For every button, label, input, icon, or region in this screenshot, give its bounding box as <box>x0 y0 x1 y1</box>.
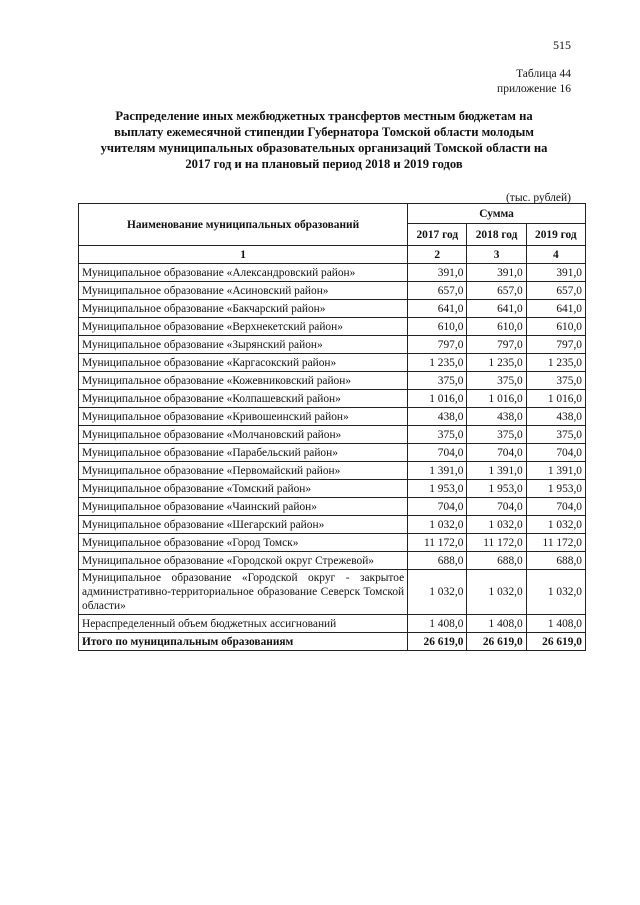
value-2017: 1 408,0 <box>408 615 467 633</box>
value-2018: 438,0 <box>467 408 526 426</box>
total-2018: 26 619,0 <box>467 633 526 651</box>
municipality-name: Муниципальное образование «Кожевниковский район» <box>79 372 408 390</box>
table-row <box>79 390 586 408</box>
value-2017: 375,0 <box>408 372 467 390</box>
municipality-name: Муниципальное образование «Парабельский район» <box>79 444 408 462</box>
value-2019: 1 391,0 <box>526 462 585 480</box>
table-row <box>79 444 586 462</box>
table-row <box>79 462 586 480</box>
value-2018: 1 032,0 <box>467 570 526 615</box>
header-year-2017: 2017 год <box>408 224 467 246</box>
total-row <box>79 633 586 651</box>
table-row <box>79 552 586 570</box>
municipality-name: Муниципальное образование «Шегарский район» <box>79 516 408 534</box>
value-2018: 1 391,0 <box>467 462 526 480</box>
value-2019: 704,0 <box>526 498 585 516</box>
value-2019: 657,0 <box>526 282 585 300</box>
table-label-block <box>497 67 571 97</box>
title-line: 2017 год и на плановый период 2018 и 2019 годов <box>185 157 463 171</box>
municipality-name: Нераспределенный объем бюджетных ассигнований <box>79 615 408 633</box>
table-body <box>79 264 586 633</box>
appendix-label: приложение 16 <box>497 83 571 95</box>
municipality-name: Муниципальное образование «Городской округ - закрытое административно-территориальное образование Северск Томской области» <box>79 570 408 615</box>
value-2017: 688,0 <box>408 552 467 570</box>
value-2017: 1 016,0 <box>408 390 467 408</box>
total-2017: 26 619,0 <box>408 633 467 651</box>
title-line: Распределение иных межбюджетных трансфертов местным бюджетам на <box>115 109 533 123</box>
value-2019: 375,0 <box>526 426 585 444</box>
value-2018: 610,0 <box>467 318 526 336</box>
value-2018: 657,0 <box>467 282 526 300</box>
value-2019: 1 235,0 <box>526 354 585 372</box>
table-row <box>79 300 586 318</box>
header-sum: Сумма <box>408 204 586 224</box>
value-2019: 1 032,0 <box>526 570 585 615</box>
value-2019: 1 016,0 <box>526 390 585 408</box>
column-index: 3 <box>467 246 526 264</box>
municipality-name: Муниципальное образование «Александровский район» <box>79 264 408 282</box>
page-number: 515 <box>553 38 571 52</box>
column-index: 4 <box>526 246 585 264</box>
table-number: Таблица 44 <box>516 68 571 80</box>
value-2018: 641,0 <box>467 300 526 318</box>
value-2019: 438,0 <box>526 408 585 426</box>
municipality-name: Муниципальное образование «Молчановский район» <box>79 426 408 444</box>
municipality-name: Муниципальное образование «Бакчарский район» <box>79 300 408 318</box>
value-2019: 1 032,0 <box>526 516 585 534</box>
value-2017: 641,0 <box>408 300 467 318</box>
table-row <box>79 408 586 426</box>
municipality-name: Муниципальное образование «Асиновский район» <box>79 282 408 300</box>
municipality-name: Муниципальное образование «Чаинский район» <box>79 498 408 516</box>
value-2017: 704,0 <box>408 498 467 516</box>
value-2018: 375,0 <box>467 372 526 390</box>
value-2019: 641,0 <box>526 300 585 318</box>
value-2018: 1 016,0 <box>467 390 526 408</box>
value-2019: 1 408,0 <box>526 615 585 633</box>
value-2017: 391,0 <box>408 264 467 282</box>
column-index: 1 <box>79 246 408 264</box>
municipality-name: Муниципальное образование «Зырянский район» <box>79 336 408 354</box>
value-2017: 1 235,0 <box>408 354 467 372</box>
table-row <box>79 336 586 354</box>
table-row <box>79 615 586 633</box>
total-label: Итого по муниципальным образованиям <box>79 633 408 651</box>
municipality-name: Муниципальное образование «Колпашевский район» <box>79 390 408 408</box>
value-2019: 391,0 <box>526 264 585 282</box>
budget-table <box>78 203 586 651</box>
units-note: (тыс. рублей) <box>505 192 571 204</box>
header-year-2019: 2019 год <box>526 224 585 246</box>
municipality-name: Муниципальное образование «Кривошеинский район» <box>79 408 408 426</box>
value-2018: 1 408,0 <box>467 615 526 633</box>
value-2017: 438,0 <box>408 408 467 426</box>
value-2019: 797,0 <box>526 336 585 354</box>
value-2018: 391,0 <box>467 264 526 282</box>
municipality-name: Муниципальное образование «Верхнекетский район» <box>79 318 408 336</box>
value-2017: 1 391,0 <box>408 462 467 480</box>
title-line: выплату ежемесячной стипендии Губернатора Томской области молодым <box>114 125 534 139</box>
value-2018: 1 235,0 <box>467 354 526 372</box>
municipality-name: Муниципальное образование «Первомайский район» <box>79 462 408 480</box>
value-2019: 704,0 <box>526 444 585 462</box>
table-row <box>79 318 586 336</box>
total-2019: 26 619,0 <box>526 633 585 651</box>
value-2017: 797,0 <box>408 336 467 354</box>
title-line: учителям муниципальных образовательных организаций Томской области на <box>100 141 548 155</box>
value-2017: 704,0 <box>408 444 467 462</box>
value-2018: 688,0 <box>467 552 526 570</box>
value-2017: 610,0 <box>408 318 467 336</box>
value-2017: 657,0 <box>408 282 467 300</box>
value-2019: 688,0 <box>526 552 585 570</box>
value-2019: 11 172,0 <box>526 534 585 552</box>
municipality-name: Муниципальное образование «Город Томск» <box>79 534 408 552</box>
column-index: 2 <box>408 246 467 264</box>
value-2019: 610,0 <box>526 318 585 336</box>
value-2017: 375,0 <box>408 426 467 444</box>
value-2018: 1 032,0 <box>467 516 526 534</box>
table-row <box>79 498 586 516</box>
municipality-name: Муниципальное образование «Каргасокский район» <box>79 354 408 372</box>
value-2017: 1 032,0 <box>408 516 467 534</box>
table-row <box>79 516 586 534</box>
value-2017: 11 172,0 <box>408 534 467 552</box>
value-2018: 1 953,0 <box>467 480 526 498</box>
header-municipality: Наименование муниципальных образований <box>79 204 408 246</box>
value-2017: 1 032,0 <box>408 570 467 615</box>
municipality-name: Муниципальное образование «Томский район» <box>79 480 408 498</box>
municipality-name: Муниципальное образование «Городской округ Стрежевой» <box>79 552 408 570</box>
table-row <box>79 534 586 552</box>
table-row <box>79 282 586 300</box>
document-title <box>78 108 570 172</box>
table-row <box>79 480 586 498</box>
table-row <box>79 372 586 390</box>
value-2018: 797,0 <box>467 336 526 354</box>
table-row <box>79 426 586 444</box>
value-2018: 375,0 <box>467 426 526 444</box>
value-2019: 1 953,0 <box>526 480 585 498</box>
header-year-2018: 2018 год <box>467 224 526 246</box>
value-2017: 1 953,0 <box>408 480 467 498</box>
table-row <box>79 354 586 372</box>
value-2018: 704,0 <box>467 498 526 516</box>
value-2019: 375,0 <box>526 372 585 390</box>
table-row <box>79 570 586 615</box>
table-row <box>79 264 586 282</box>
value-2018: 704,0 <box>467 444 526 462</box>
value-2018: 11 172,0 <box>467 534 526 552</box>
